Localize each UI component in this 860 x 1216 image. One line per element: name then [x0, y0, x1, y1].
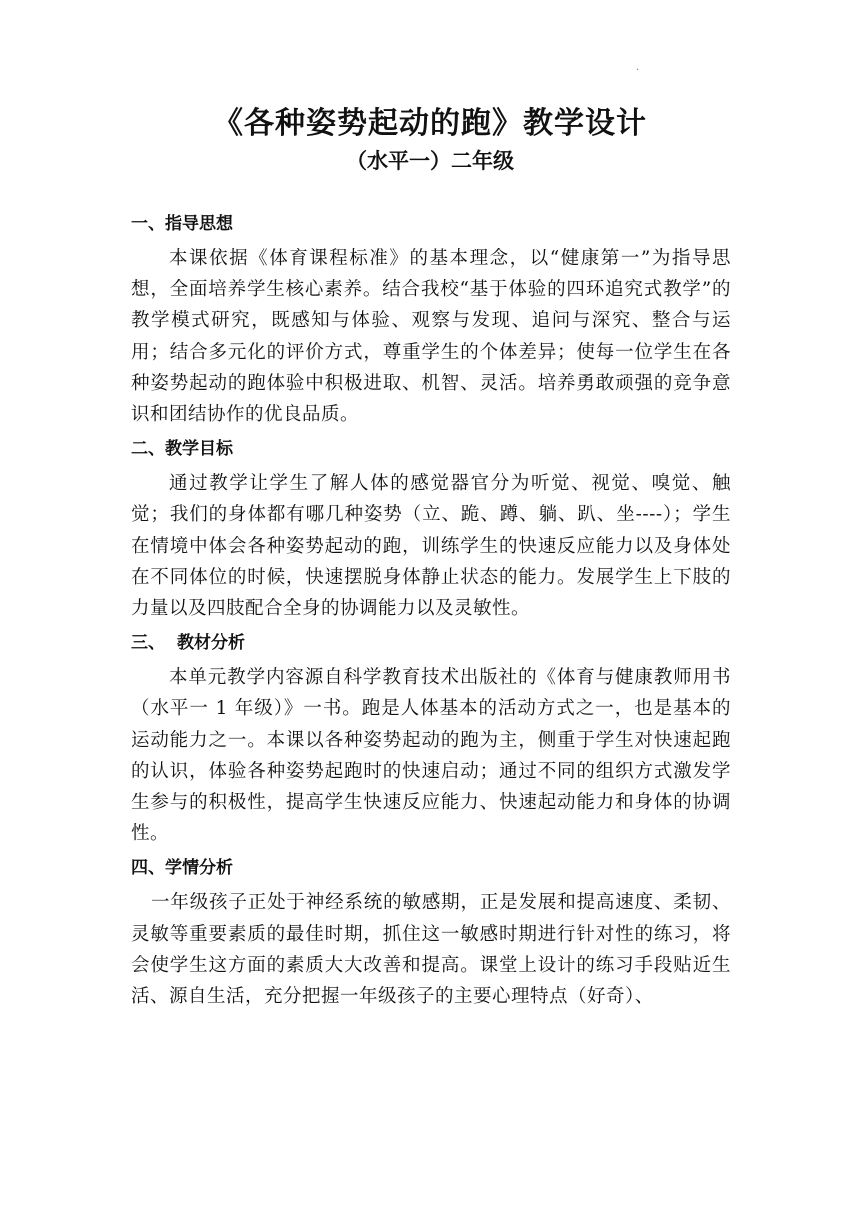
section-paragraph: 通过教学让学生了解人体的感觉器官分为听觉、视觉、嗅觉、触觉；我们的身体都有哪几种姿势（立、跪、蹲、躺、趴、坐----）；学生在情境中体会各种姿势起动的跑，训练学生的快速反应能力以及身体处在不同体位的时候，快速摆脱身体静止状态的能力。发展学生上下肢的力量以及四肢配合全身的协调能力以及灵敏性。	[131, 473, 731, 620]
section-paragraph: 一年级孩子正处于神经系统的敏感期，正是发展和提高速度、柔韧、灵敏等重要素质的最佳时期，抓住这一敏感时期进行针对性的练习，将会使学生这方面的素质大大改善和提高。课堂上设计的练习手段贴近生活、源自生活，充分把握一年级孩子的主要心理特点（好奇）、	[131, 892, 731, 1008]
section-paragraph: 本单元教学内容源自科学教育技术出版社的《体育与健康教师用书（水平一 1 年级）》一书。跑是人体基本的活动方式之一，也是基本的运动能力之一。本课以各种姿势起动的跑为主，侧重于学生对快速起跑的认识，体验各种姿势起跑时的快速启动；通过不同的组织方式激发学生参与的积极性，提高学生快速反应能力、快速起动能力和身体的协调性。	[131, 667, 731, 845]
document-title: 《各种姿势起动的跑》教学设计	[213, 106, 647, 141]
corner-mark: .	[636, 62, 640, 73]
section-heading: 一、指导思想	[131, 214, 233, 234]
section-heading: 四、学情分析	[131, 858, 233, 879]
section-heading: 二、教学目标	[131, 439, 233, 460]
section-number: 三、	[131, 633, 165, 654]
section-material-analysis	[131, 624, 731, 849]
document-subtitle: （水平一）二年级	[346, 149, 514, 173]
section-guiding-ideology	[131, 205, 731, 430]
section-student-analysis	[131, 849, 731, 1012]
section-paragraph: 本课依据《体育课程标准》的基本理念，以“健康第一”为指导思想，全面培养学生核心素养。结合我校“基于体验的四环追究式教学”的教学模式研究，既感知与体验、观察与发现、追问与深究、整合与运用；结合多元化的评价方式，尊重学生的个体差异；使每一位学生在各种姿势起动的跑体验中积极进取、机智、灵活。培养勇敢顽强的竞争意识和团结协作的优良品质。	[131, 248, 731, 426]
section-heading	[131, 624, 731, 662]
document-body	[131, 205, 731, 1012]
section-teaching-goals	[131, 430, 731, 624]
section-heading-text: 教材分析	[177, 633, 245, 654]
